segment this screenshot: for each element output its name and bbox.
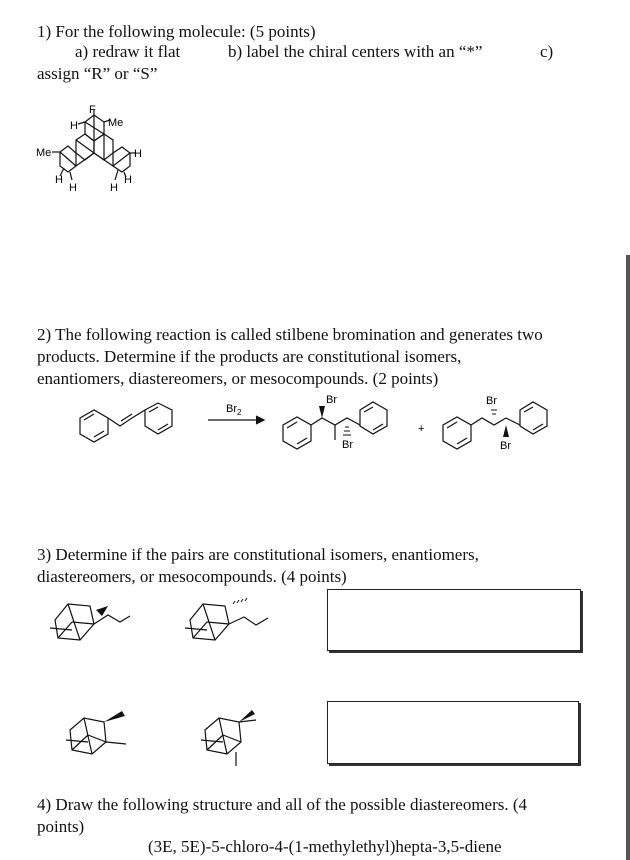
atom-h-bottom-2: H xyxy=(69,182,77,194)
atom-h-bottom-3: H xyxy=(110,182,118,194)
atom-h-top: H xyxy=(70,120,78,132)
product1-br-top: Br xyxy=(326,394,337,406)
atom-h-right: H xyxy=(134,148,142,160)
plus-sign: + xyxy=(418,423,425,435)
q1-part-a: a) redraw it flat xyxy=(75,42,181,61)
q3-answer-box-2[interactable] xyxy=(327,701,579,764)
product1-br-bottom: Br xyxy=(342,439,353,451)
q2-line-1: 2) The following reaction is called stilbene bromination and generates two xyxy=(37,325,543,344)
q3-answer-box-1[interactable] xyxy=(327,589,581,651)
page-edge-scrollbar[interactable] xyxy=(626,255,630,860)
q1-part-b: b) label the chiral centers with an “*” xyxy=(228,42,483,61)
q3-line-2: diastereomers, or mesocompounds. (4 points) xyxy=(37,567,347,586)
q3-line-1: 3) Determine if the pairs are constitutional isomers, enantiomers, xyxy=(37,545,479,564)
product2-br-top: Br xyxy=(486,395,497,407)
product2-br-bottom: Br xyxy=(500,440,511,452)
atom-me-left: Me xyxy=(36,147,52,159)
q4-compound-name: (3E, 5E)-5-chloro-4-(1-methylethyl)hepta-3,5-diene xyxy=(148,837,502,856)
q4-line-1: 4) Draw the following structure and all of the possible diastereomers. (4 xyxy=(37,795,528,814)
atom-h-bottom-1: H xyxy=(55,174,63,186)
q1-part-c-cont: assign “R” or “S” xyxy=(37,64,158,83)
q4-line-2: points) xyxy=(37,817,85,836)
atom-f: F xyxy=(89,104,96,116)
q1-part-c: c) xyxy=(540,42,554,61)
q1-title: 1) For the following molecule: (5 points) xyxy=(37,22,316,41)
q2-line-3: enantiomers, diastereomers, or mesocompounds. (2 points) xyxy=(37,369,439,388)
q2-line-2: products. Determine if the products are constitutional isomers, xyxy=(37,347,462,366)
atom-me-top: Me xyxy=(108,117,124,129)
reagent-br2: $Br_2$ xyxy=(226,403,242,417)
atom-h-bottom-4: H xyxy=(124,174,132,186)
